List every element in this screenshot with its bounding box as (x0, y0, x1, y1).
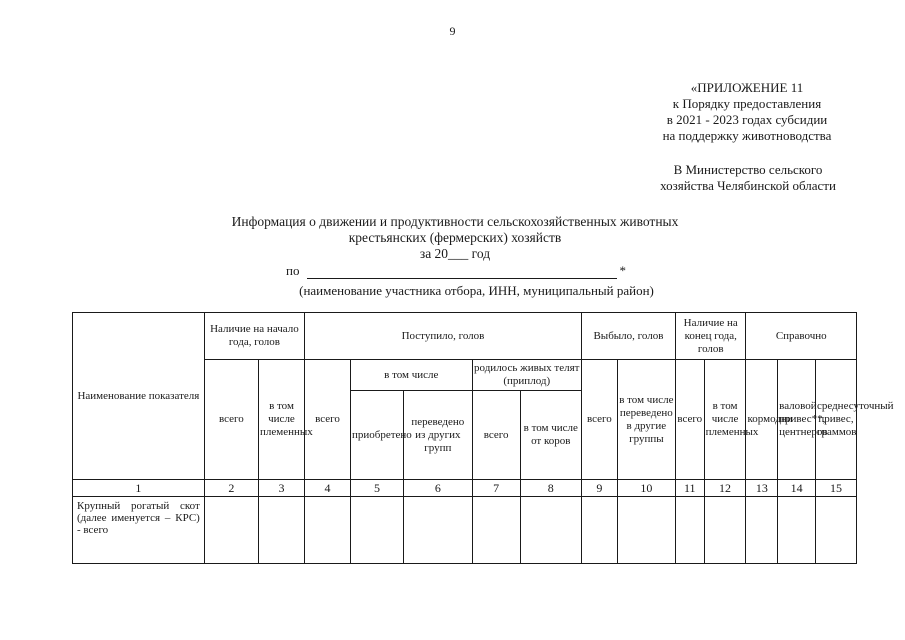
recipient-line-1: В Министерство сельского (673, 162, 823, 177)
page-number: 9 (449, 24, 456, 38)
column-number: 10 (617, 480, 675, 497)
table-cell[interactable] (581, 497, 617, 564)
column-number: 9 (581, 480, 617, 497)
col-header-acquired: приобретено (350, 391, 403, 480)
table-cell[interactable] (815, 497, 856, 564)
appendix-line-2: к Порядку предоставления (672, 96, 822, 111)
table-cell[interactable] (778, 497, 816, 564)
col-header-transferred-in: переведено из других групп (404, 391, 472, 480)
table-cell[interactable] (304, 497, 350, 564)
col-header-arrived-total: всего (304, 360, 350, 480)
participant-caption: (наименование участника отбора, ИНН, муниципальный район) (299, 283, 654, 298)
table-cell[interactable] (675, 497, 704, 564)
livestock-table (72, 312, 894, 564)
column-number: 12 (704, 480, 746, 497)
column-number: 2 (204, 480, 258, 497)
col-header-start-total: всего (204, 360, 258, 480)
column-number: 8 (520, 480, 581, 497)
column-number: 4 (304, 480, 350, 497)
participant-line (286, 263, 626, 279)
appendix-line-4: на поддержку животноводства (662, 128, 832, 143)
col-header-end-breeding: в том числе племенных (704, 360, 746, 480)
column-number: 7 (472, 480, 520, 497)
table-cell[interactable] (746, 497, 778, 564)
col-header-daily-gain: среднесуточный привес, граммов (815, 360, 856, 480)
title-line-3: за 20___ год (419, 246, 491, 261)
column-number: 3 (259, 480, 305, 497)
row-label-cattle: Крупный рогатый скот (далее именуется – КРС) - всего (73, 497, 205, 564)
col-header-left-total: всего (581, 360, 617, 480)
col-group-start: Наличие на начало года, голов (204, 313, 304, 360)
table-cell[interactable] (472, 497, 520, 564)
col-group-reference: Справочно (746, 313, 857, 360)
col-header-arrived-incl: в том числе (350, 360, 472, 391)
table-cell[interactable] (259, 497, 305, 564)
column-number-row (73, 480, 857, 497)
column-number: 11 (675, 480, 704, 497)
col-header-name: Наименование показателя (73, 313, 205, 480)
col-group-left: Выбыло, голов (581, 313, 675, 360)
po-label: по (286, 263, 300, 278)
column-number: 6 (404, 480, 472, 497)
participant-blank-field[interactable] (307, 266, 617, 279)
column-number: 13 (746, 480, 778, 497)
col-header-transferred-out: в том числе переведено в другие группы (617, 360, 675, 480)
document-title (160, 214, 750, 262)
table-cell[interactable] (404, 497, 472, 564)
title-line-2: крестьянских (фермерских) хозяйств (348, 230, 562, 245)
table-cell[interactable] (704, 497, 746, 564)
col-group-arrived: Поступило, голов (304, 313, 581, 360)
title-line-1: Информация о движении и продуктивности сельскохозяйственных животных (231, 214, 679, 229)
col-group-end: Наличие на конец года, голов (675, 313, 746, 360)
table-cell[interactable] (204, 497, 258, 564)
col-header-born-group: родилось живых телят (приплод) (472, 360, 581, 391)
table-cell[interactable] (350, 497, 403, 564)
footnote-star: * (619, 263, 626, 278)
col-header-born-from-cows: в том числе от коров (520, 391, 581, 480)
appendix-line-3: в 2021 - 2023 годах субсидии (666, 112, 828, 127)
appendix-line-1: «ПРИЛОЖЕНИЕ 11 (690, 80, 804, 95)
appendix-header (647, 80, 847, 144)
col-header-feed-days: кормодни (746, 360, 778, 480)
table-cell[interactable] (520, 497, 581, 564)
col-header-end-total: всего (675, 360, 704, 480)
table-cell[interactable] (617, 497, 675, 564)
column-number: 5 (350, 480, 403, 497)
column-number: 14 (778, 480, 816, 497)
column-number: 15 (815, 480, 856, 497)
column-number: 1 (73, 480, 205, 497)
col-header-start-breeding: в том числе племенных (259, 360, 305, 480)
recipient-block (643, 162, 853, 194)
col-header-born-total: всего (472, 391, 520, 480)
recipient-line-2: хозяйства Челябинской области (660, 178, 836, 193)
col-header-gross-gain: валовой привес**, центнеров (778, 360, 816, 480)
table-row (73, 497, 857, 564)
